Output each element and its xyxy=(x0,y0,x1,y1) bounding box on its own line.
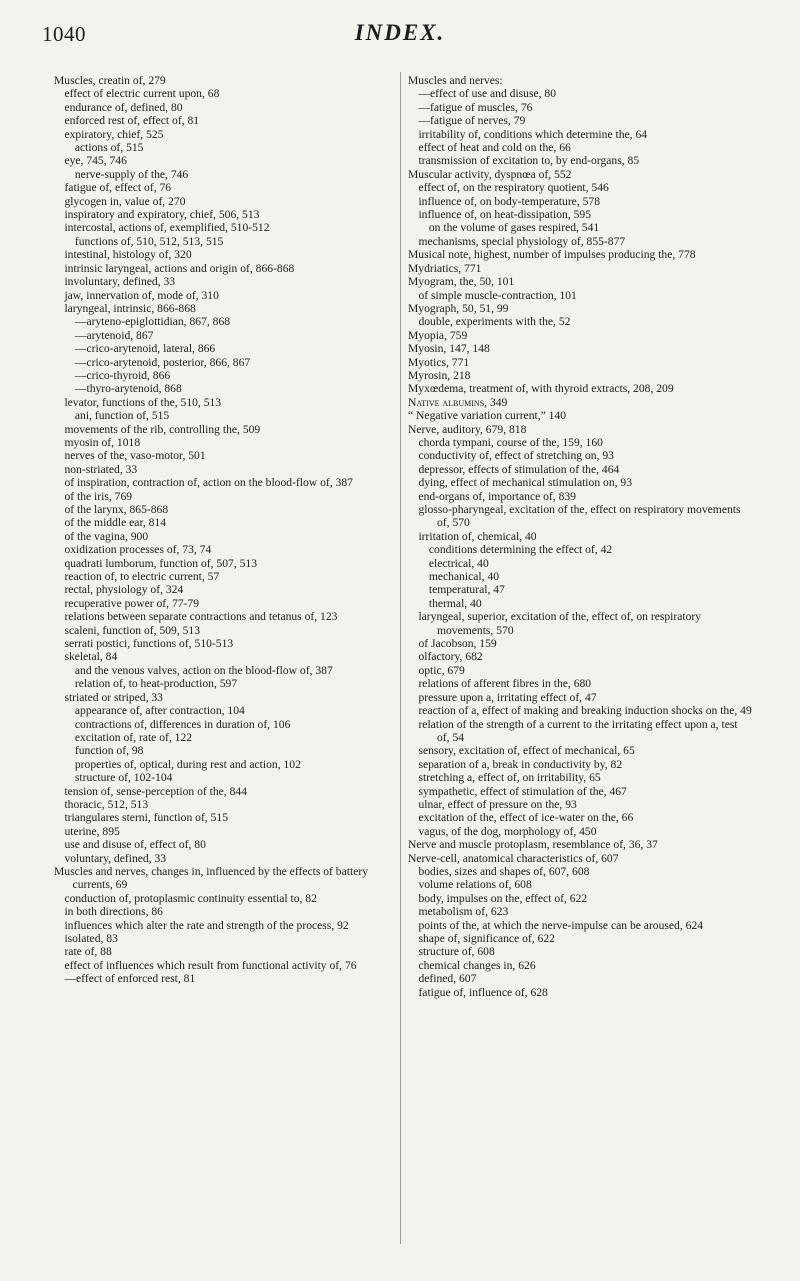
index-entry: striated or striped, 33 xyxy=(64,690,163,704)
index-entry: body, impulses on the, effect of, 622 xyxy=(418,891,588,905)
index-entry: Myopia, 759 xyxy=(408,328,468,342)
index-entry: —aryteno-epiglottidian, 867, 868 xyxy=(74,315,231,329)
index-entry: —crico-arytenoid, lateral, 866 xyxy=(74,342,216,356)
index-entry: reaction of a, effect of making and breaking induction shocks on the, 49 xyxy=(418,704,752,718)
index-entry: —effect of enforced rest, 81 xyxy=(64,972,196,986)
index-entry: —fatigue of muscles, 76 xyxy=(418,100,533,114)
index-entry: temperatural, 47 xyxy=(428,583,505,597)
index-entry: conditions determining the effect of, 42 xyxy=(428,543,613,557)
index-entry: of the larynx, 865-868 xyxy=(64,503,169,516)
index-entry: mechanisms, special physiology of, 855-877 xyxy=(418,234,626,248)
index-entry: vagus, of the dog, morphology of, 450 xyxy=(418,824,597,838)
index-entry: expiratory, chief, 525 xyxy=(64,127,164,141)
index-entry: double, experiments with the, 52 xyxy=(418,315,571,329)
index-entry: of the middle ear, 814 xyxy=(64,516,167,530)
index-column-right xyxy=(408,74,752,999)
index-entry: effect of, on the respiratory quotient, 546 xyxy=(418,181,609,195)
index-entry: intestinal, histology of, 320 xyxy=(64,248,192,262)
index-entry: ulnar, effect of pressure on the, 93 xyxy=(418,797,577,811)
index-entry: intrinsic laryngeal, actions and origin of, 866-868 xyxy=(64,261,295,275)
index-entry: skeletal, 84 xyxy=(64,650,118,664)
index-entry: points of the, at which the nerve-impulse can be aroused, 624 xyxy=(418,918,704,932)
index-entry: Myosin, 147, 148 xyxy=(408,342,490,356)
index-entry: fatigue of, effect of, 76 xyxy=(64,181,172,195)
index-entry: endurance of, defined, 80 xyxy=(64,100,183,114)
index-entry: Myograph, 50, 51, 99 xyxy=(408,301,509,315)
index-entry: rate of, 88 xyxy=(64,945,112,959)
index-entry: of Jacobson, 159 xyxy=(418,637,497,651)
index-entry: influence of, on heat-dissipation, 595 xyxy=(418,208,592,222)
index-entry: of inspiration, contraction of, action on the blood-flow of, 387 xyxy=(64,476,353,490)
index-entry: —thyro-arytenoid, 868 xyxy=(74,382,182,396)
index-entry: laryngeal, superior, excitation of the, effect of, on respiratory movements, 570 xyxy=(418,610,702,637)
index-entry: optic, 679 xyxy=(418,663,465,677)
index-entry: involuntary, defined, 33 xyxy=(64,275,176,289)
index-entry: laryngeal, intrinsic, 866-868 xyxy=(64,301,196,315)
index-entry: inspiratory and expiratory, chief, 506, 513 xyxy=(64,208,260,222)
index-entry: relation of the strength of a current to the irritating effect upon a, test of, 54 xyxy=(418,717,738,744)
index-entry: properties of, optical, during rest and action, 102 xyxy=(74,757,301,771)
index-entry: scaleni, function of, 509, 513 xyxy=(64,623,200,637)
index-entry: quadrati lumborum, function of, 507, 513 xyxy=(64,556,257,570)
index-entry: rectal, physiology of, 324 xyxy=(64,583,184,597)
index-entry: “ Negative variation current,” 140 xyxy=(408,409,567,423)
index-entry: —crico-arytenoid, posterior, 866, 867 xyxy=(74,355,251,369)
index-entry: excitation of, rate of, 122 xyxy=(74,730,193,744)
index-entry: contractions of, differences in duration of, 106 xyxy=(74,717,291,731)
index-entry: tension of, sense-perception of the, 844 xyxy=(64,784,247,798)
index-entry: recuperative power of, 77-79 xyxy=(64,596,199,610)
index-entry: effect of electric current upon, 68 xyxy=(64,87,220,101)
index-entry: eye, 745, 746 xyxy=(64,154,127,168)
index-entry: chemical changes in, 626 xyxy=(418,958,536,972)
index-entry: Muscles and nerves, changes in, influenced by the effects of battery currents, 69 xyxy=(54,864,368,892)
index-entry: depressor, effects of stimulation of the, 464 xyxy=(418,462,620,476)
index-entry: isolated, 83 xyxy=(64,932,118,945)
index-entry: uterine, 895 xyxy=(64,824,120,838)
index-entry: excitation of the, effect of ice-water on the, 66 xyxy=(418,811,634,825)
index-entry: influences which alter the rate and strength of the process, 92 xyxy=(64,918,349,932)
index-entry: non-striated, 33 xyxy=(64,462,138,476)
index-entry: effect of influences which result from functional activity of, 76 xyxy=(64,958,357,972)
index-entry: Nerve, auditory, 679, 818 xyxy=(408,422,527,436)
index-entry: glycogen in, value of, 270 xyxy=(64,194,186,208)
column-divider xyxy=(400,72,401,1244)
index-entry: Native albumins, 349 xyxy=(408,395,508,409)
index-entry: sympathetic, effect of stimulation of the, 467 xyxy=(418,784,627,798)
index-entry: serrati postici, functions of, 510-513 xyxy=(64,637,234,651)
index-entry: Muscles and nerves: xyxy=(408,74,503,87)
index-entry: fatigue of, influence of, 628 xyxy=(418,985,548,999)
index-entry: Myxœdema, treatment of, with thyroid extracts, 208, 209 xyxy=(408,382,674,396)
index-entry: of the iris, 769 xyxy=(64,489,133,503)
index-entry: stretching a, effect of, on irritability, 65 xyxy=(418,771,601,785)
index-entry: oxidization processes of, 73, 74 xyxy=(64,543,212,557)
index-entry: sensory, excitation of, effect of mechanical, 65 xyxy=(418,744,635,758)
index-entry: shape of, significance of, 622 xyxy=(418,932,555,945)
index-entry: Nerve-cell, anatomical characteristics of, 607 xyxy=(408,851,619,865)
index-entry: relations between separate contractions and tetanus of, 123 xyxy=(64,610,338,624)
index-entry: —fatigue of nerves, 79 xyxy=(418,114,526,128)
index-entry: separation of a, break in conductivity by, 82 xyxy=(418,757,623,771)
index-entry: transmission of excitation to, by end-organs, 85 xyxy=(418,154,640,168)
index-entry: voluntary, defined, 33 xyxy=(64,851,167,865)
index-entry: structure of, 102-104 xyxy=(74,771,173,785)
index-entry: appearance of, after contraction, 104 xyxy=(74,704,245,718)
index-entry: Mydriatics, 771 xyxy=(408,261,482,275)
index-entry: electrical, 40 xyxy=(428,556,489,570)
index-entry: Musical note, highest, number of impulses producing the, 778 xyxy=(408,248,696,262)
index-entry: of simple muscle-contraction, 101 xyxy=(418,288,577,302)
index-entry: irritability of, conditions which determine the, 64 xyxy=(418,127,648,141)
index-entry: Muscles, creatin of, 279 xyxy=(54,74,166,87)
index-entry: volume relations of, 608 xyxy=(418,878,532,892)
index-entry: function of, 98 xyxy=(74,744,144,758)
index-entry: nerves of the, vaso-motor, 501 xyxy=(64,449,206,463)
index-entry: triangulares sterni, function of, 515 xyxy=(64,811,228,825)
index-entry: conductivity of, effect of stretching on, 93 xyxy=(418,449,614,463)
index-entry: Myotics, 771 xyxy=(408,355,470,369)
index-entry: thoracic, 512, 513 xyxy=(64,797,149,811)
index-entry: on the volume of gases respired, 541 xyxy=(428,221,600,235)
running-head: INDEX. xyxy=(354,20,446,45)
index-entry: levator, functions of the, 510, 513 xyxy=(64,395,222,409)
index-entry: defined, 607 xyxy=(418,972,477,986)
index-entry: nerve-supply of the, 746 xyxy=(74,167,189,181)
index-entry: relation of, to heat-production, 597 xyxy=(74,677,238,691)
index-entry: enforced rest of, effect of, 81 xyxy=(64,114,200,128)
index-entry: —crico-thyroid, 866 xyxy=(74,368,171,382)
index-column-left xyxy=(54,74,394,986)
index-entry: Myrosin, 218 xyxy=(408,368,471,382)
index-entry: of the vagina, 900 xyxy=(64,529,149,543)
index-entry: Nerve and muscle protoplasm, resemblance of, 36, 37 xyxy=(408,838,658,852)
index-entry: ani, function of, 515 xyxy=(74,409,170,423)
index-entry: reaction of, to electric current, 57 xyxy=(64,570,220,584)
index-entry: actions of, 515 xyxy=(74,141,144,155)
index-entry: influence of, on body-temperature, 578 xyxy=(418,194,601,208)
index-entry: dying, effect of mechanical stimulation on, 93 xyxy=(418,476,633,490)
index-entry: movements of the rib, controlling the, 509 xyxy=(64,422,261,436)
index-entry: metabolism of, 623 xyxy=(418,905,509,919)
index-entry: structure of, 608 xyxy=(418,945,495,959)
index-entry: chorda tympani, course of the, 159, 160 xyxy=(418,435,603,449)
index-entry: bodies, sizes and shapes of, 607, 608 xyxy=(418,864,590,878)
index-entry: conduction of, protoplasmic continuity essential to, 82 xyxy=(64,891,317,905)
index-entry: relations of afferent fibres in the, 680 xyxy=(418,677,592,691)
index-entry: and the venous valves, action on the blood-flow of, 387 xyxy=(74,663,333,677)
page-number: 1040 xyxy=(42,22,86,46)
index-entry: end-organs of, importance of, 839 xyxy=(418,489,576,503)
index-entry: irritation of, chemical, 40 xyxy=(418,529,537,543)
index-entry: effect of heat and cold on the, 66 xyxy=(418,141,571,155)
index-entry: olfactory, 682 xyxy=(418,650,483,664)
index-entry: Muscular activity, dyspnœa of, 552 xyxy=(408,167,572,181)
index-entry: jaw, innervation of, mode of, 310 xyxy=(64,288,219,302)
index-entry: functions of, 510, 512, 513, 515 xyxy=(74,234,224,248)
index-entry: glosso-pharyngeal, excitation of the, effect on respiratory movements of, 570 xyxy=(418,503,741,530)
index-entry: mechanical, 40 xyxy=(428,570,500,584)
index-entry: —arytenoid, 867 xyxy=(74,328,154,342)
index-entry: in both directions, 86 xyxy=(64,905,163,919)
index-entry: —effect of use and disuse, 80 xyxy=(418,87,557,101)
index-entry: thermal, 40 xyxy=(428,596,482,610)
index-entry: myosin of, 1018 xyxy=(64,435,141,449)
index-entry: Myogram, the, 50, 101 xyxy=(408,275,515,289)
index-entry: pressure upon a, irritating effect of, 47 xyxy=(418,690,597,704)
index-entry: intercostal, actions of, exemplified, 510-512 xyxy=(64,221,270,235)
index-entry: use and disuse of, effect of, 80 xyxy=(64,838,206,852)
